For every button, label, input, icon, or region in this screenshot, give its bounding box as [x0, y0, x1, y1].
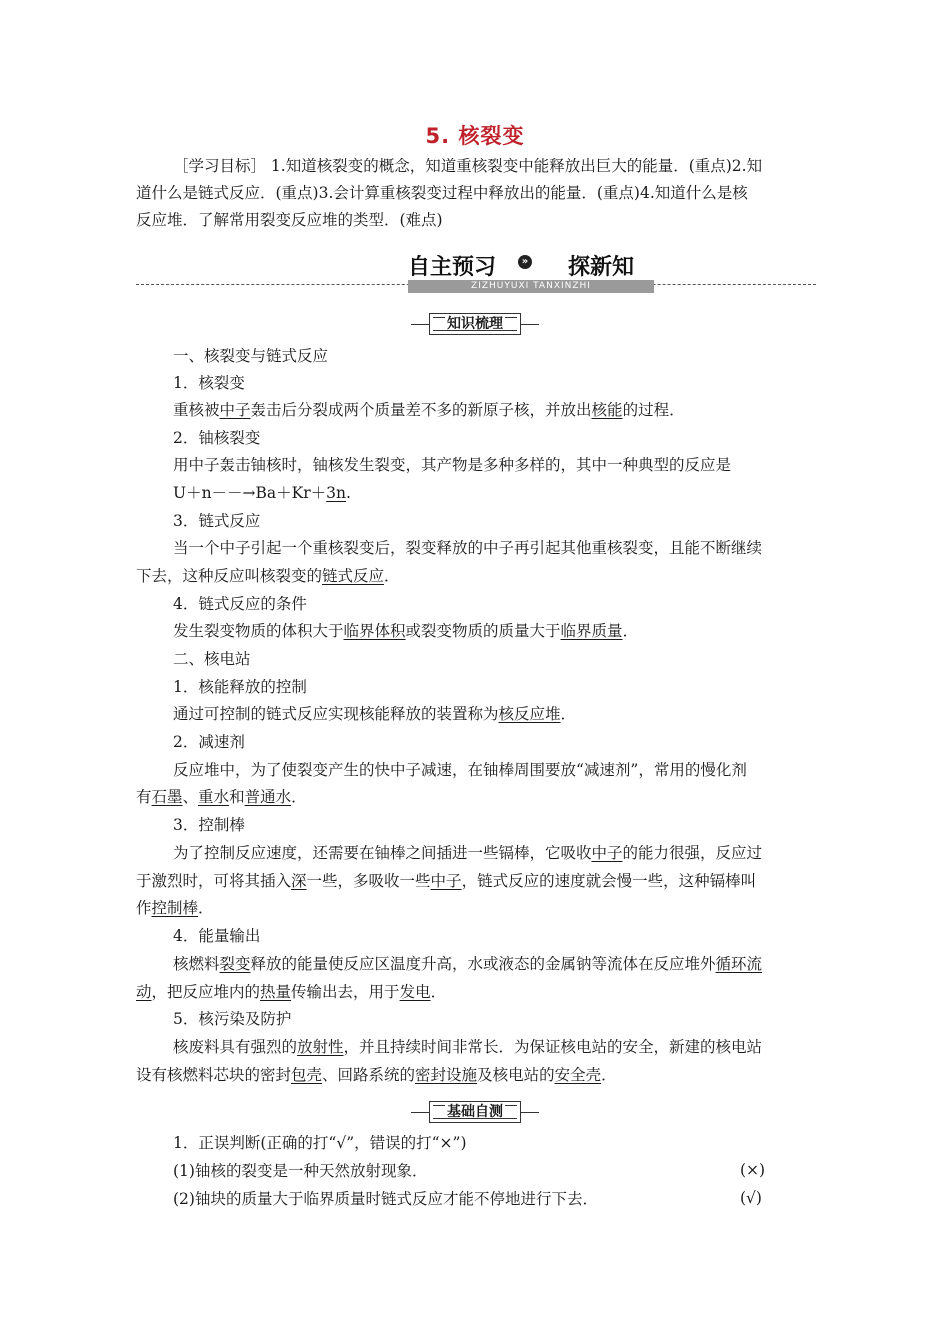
tag-self-test — [411, 1101, 539, 1123]
tag-self-test-label: 基础自测 — [447, 1104, 503, 1120]
subheading: 2．铀核裂变 — [173, 429, 261, 447]
subheading: 1．核裂变 — [173, 374, 245, 392]
banner-title-right: 探新知 — [567, 255, 634, 280]
paragraph: 核废料具有强烈的放射性，并且持续时间非常长．为保证核电站的安全，新建的核电站 — [173, 1038, 763, 1056]
section-heading: 一、核裂变与链式反应 — [173, 347, 329, 365]
paragraph: 动，把反应堆内的热量传输出去，用于发电． — [136, 983, 447, 1001]
subheading: 4．链式反应的条件 — [173, 595, 307, 613]
quiz-question: 1．正误判断(正确的打“√”，错误的打“×”) — [173, 1134, 467, 1152]
quiz-answer: (×) — [740, 1161, 766, 1179]
paragraph: 通过可控制的链式反应实现核能释放的装置称为核反应堆． — [173, 705, 577, 723]
subheading: 1．核能释放的控制 — [173, 678, 307, 696]
objectives-line-2: 道什么是链式反应．(重点)3.会计算重核裂变过程中释放出的能量．(重点)4.知道什么是核 — [136, 184, 748, 202]
tag-knowledge — [411, 313, 539, 335]
quiz-item: (1)铀核的裂变是一种天然放射现象． — [173, 1162, 428, 1180]
objectives-line-1: ［学习目标］ 1.知道核裂变的概念，知道重核裂变中能释放出巨大的能量．(重点)2.知 — [173, 157, 763, 175]
paragraph: 于激烈时，可将其插入深一些，多吸收一些中子，链式反应的速度就会慢一些，这种镉棒叫 — [136, 872, 757, 890]
subheading: 5．核污染及防护 — [173, 1010, 292, 1028]
subheading: 3．控制棒 — [173, 816, 245, 834]
equation: U＋n－－→Ba＋Kr＋3n. — [173, 484, 351, 502]
paragraph: 反应堆中，为了使裂变产生的快中子减速，在铀棒周围要放“减速剂”，常用的慢化剂 — [173, 761, 747, 779]
quiz-item: (2)铀块的质量大于临界质量时链式反应才能不停地进行下去． — [173, 1190, 598, 1208]
paragraph: 有石墨、重水和普通水． — [136, 788, 307, 806]
paragraph: 设有核燃料芯块的密封包壳、回路系统的密封设施及核电站的安全壳． — [136, 1066, 617, 1084]
banner-title-left: 自主预习 — [408, 255, 497, 280]
arrow-icon: » — [518, 255, 532, 269]
paragraph: 核燃料裂变释放的能量使反应区温度升高，水或液态的金属钠等流体在反应堆外循环流 — [173, 955, 763, 973]
paragraph: 发生裂变物质的体积大于临界体积或裂变物质的质量大于临界质量． — [173, 622, 639, 640]
paragraph: 作控制棒． — [136, 899, 214, 917]
objectives-line-3: 反应堆．了解常用裂变反应堆的类型．(难点) — [136, 211, 443, 229]
subheading: 2．减速剂 — [173, 733, 245, 751]
tag-knowledge-label: 知识梳理 — [447, 316, 503, 332]
subheading: 3．链式反应 — [173, 512, 261, 530]
paragraph: 重核被中子轰击后分裂成两个质量差不多的新原子核，并放出核能的过程． — [173, 401, 685, 419]
paragraph: 下去，这种反应叫核裂变的链式反应． — [136, 567, 400, 585]
subheading: 4．能量输出 — [173, 927, 261, 945]
banner-subtitle: ZIZHUYUXI TANXINZHI — [408, 280, 654, 293]
section-banner — [136, 250, 816, 296]
paragraph: 为了控制反应速度，还需要在铀棒之间插进一些镉棒，它吸收中子的能力很强，反应过 — [173, 844, 763, 862]
banner-title — [408, 250, 634, 280]
quiz-answer: (√) — [740, 1189, 762, 1207]
section-heading: 二、核电站 — [173, 650, 251, 668]
paragraph: 当一个中子引起一个重核裂变后，裂变释放的中子再引起其他重核裂变，且能不断继续 — [173, 539, 763, 557]
paragraph: 用中子轰击铀核时，铀核发生裂变，其产物是多种多样的，其中一种典型的反应是 — [173, 456, 732, 474]
page-title: 5. 核裂变 — [425, 124, 525, 148]
